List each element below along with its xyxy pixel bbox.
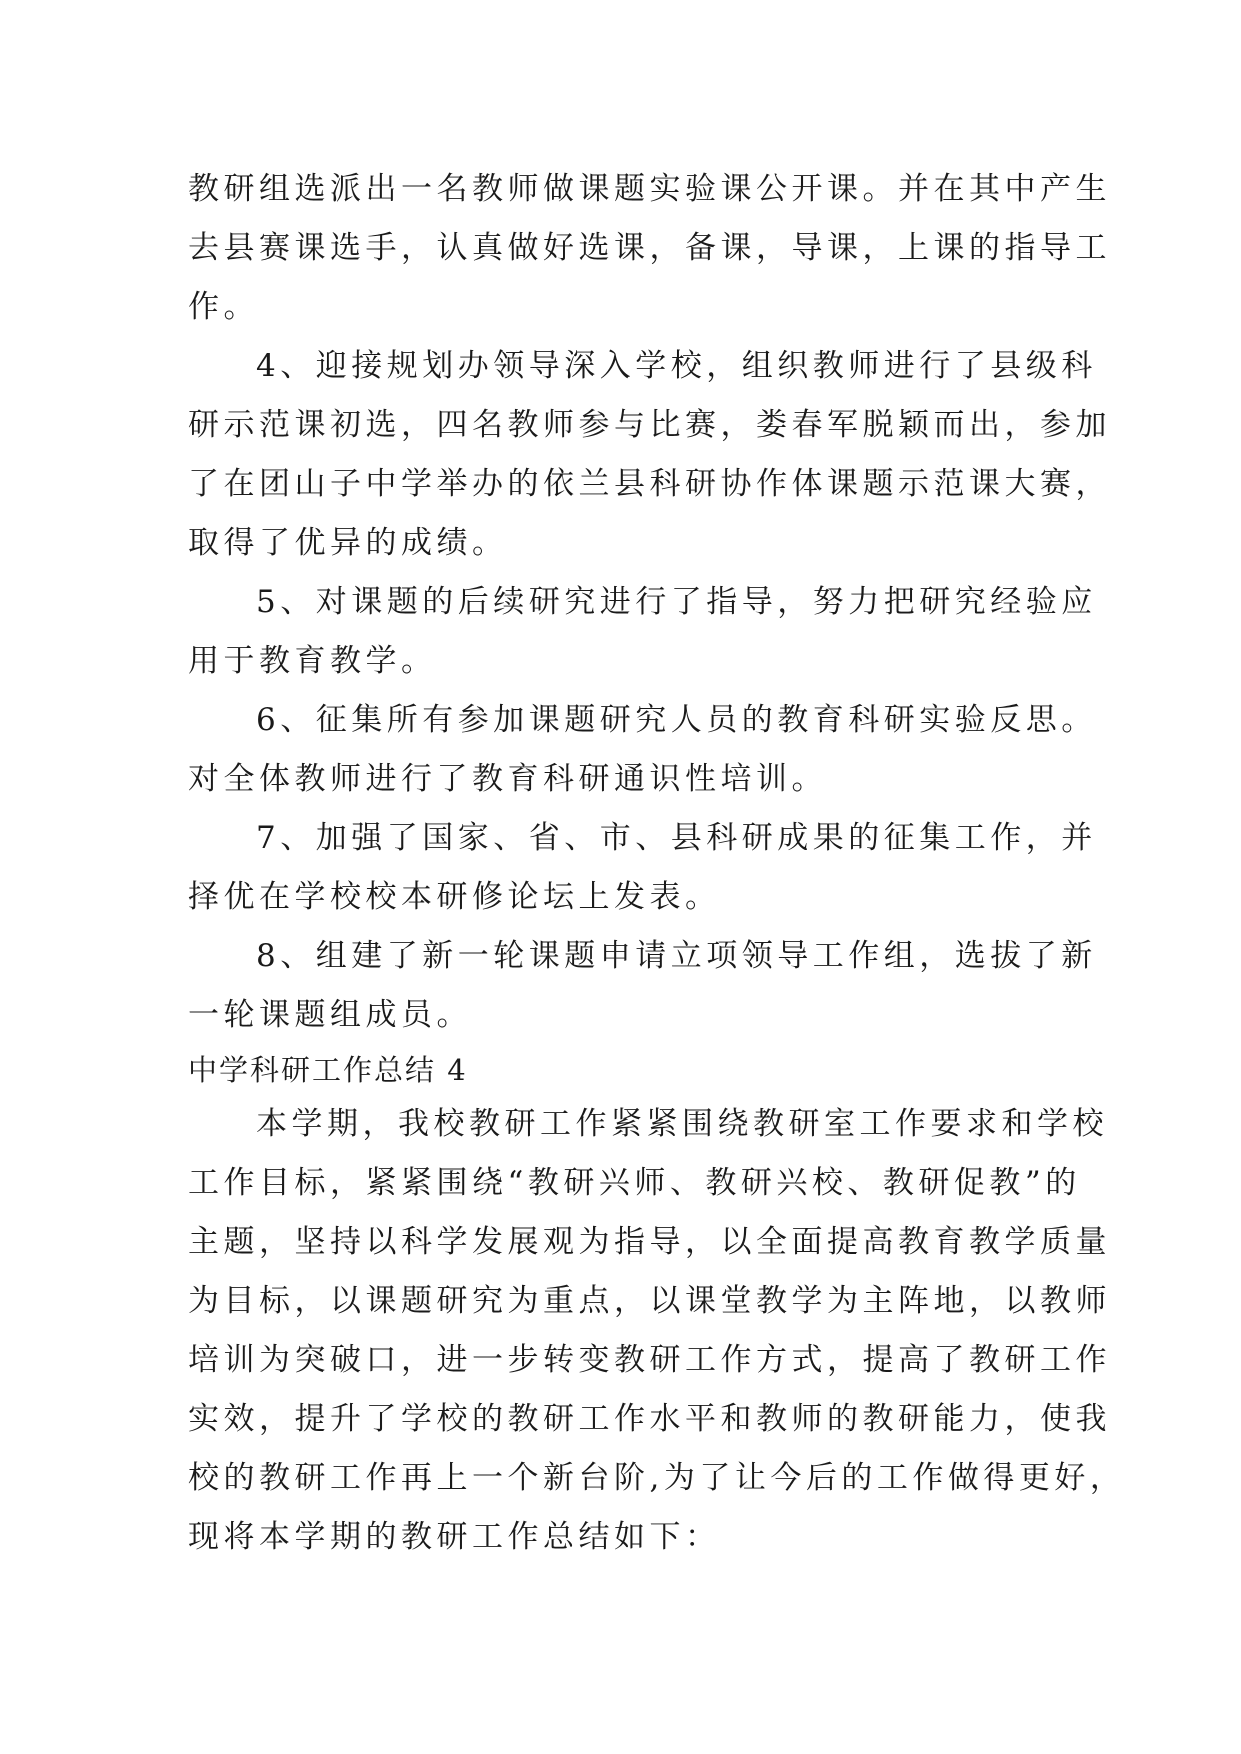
text-line: 校的教研工作再上一个新台阶,为了让今后的工作做得更好， <box>188 1460 1126 1496</box>
text-line: 一轮课题组成员。 <box>188 997 472 1033</box>
text-line: 取得了优异的成绩。 <box>188 525 508 561</box>
text-line: 对全体教师进行了教育科研通识性培训。 <box>188 761 827 797</box>
paragraph-start-line: 本学期，我校教研工作紧紧围绕教研室工作要求和学校 <box>256 1106 1108 1142</box>
text-line: 教研组选派出一名教师做课题实验课公开课。并在其中产生 <box>188 171 1111 207</box>
text-line: 用于教育教学。 <box>188 643 437 679</box>
section-heading: 中学科研工作总结 4 <box>188 1053 468 1087</box>
text-line: 实效，提升了学校的教研工作水平和教师的教研能力，使我 <box>188 1401 1111 1437</box>
paragraph-start-line: 4、迎接规划办领导深入学校，组织教师进行了县级科 <box>256 348 1097 384</box>
text-line: 了在团山子中学举办的依兰县科研协作体课题示范课大赛， <box>188 466 1111 502</box>
text-line: 择优在学校校本研修论坛上发表。 <box>188 879 721 915</box>
text-line: 培训为突破口，进一步转变教研工作方式，提高了教研工作 <box>188 1342 1111 1378</box>
paragraph-start-line: 6、征集所有参加课题研究人员的教育科研实验反思。 <box>256 702 1097 738</box>
paragraph-start-line: 5、对课题的后续研究进行了指导，努力把研究经验应 <box>256 584 1097 620</box>
text-line: 去县赛课选手，认真做好选课，备课，导课，上课的指导工 <box>188 230 1111 266</box>
text-line: 研示范课初选，四名教师参与比赛，娄春军脱颖而出，参加 <box>188 407 1111 443</box>
text-line: 工作目标，紧紧围绕“教研兴师、教研兴校、教研促教”的 <box>188 1165 1081 1201</box>
text-line: 现将本学期的教研工作总结如下： <box>188 1519 721 1555</box>
paragraph-start-line: 7、加强了国家、省、市、县科研成果的征集工作，并 <box>256 820 1097 856</box>
text-line: 作。 <box>188 289 259 325</box>
paragraph-start-line: 8、组建了新一轮课题申请立项领导工作组，选拔了新 <box>256 938 1097 974</box>
text-line: 为目标，以课题研究为重点，以课堂教学为主阵地，以教师 <box>188 1283 1111 1319</box>
document-body <box>188 160 1126 1567</box>
text-line: 主题，坚持以科学发展观为指导，以全面提高教育教学质量 <box>188 1224 1111 1260</box>
